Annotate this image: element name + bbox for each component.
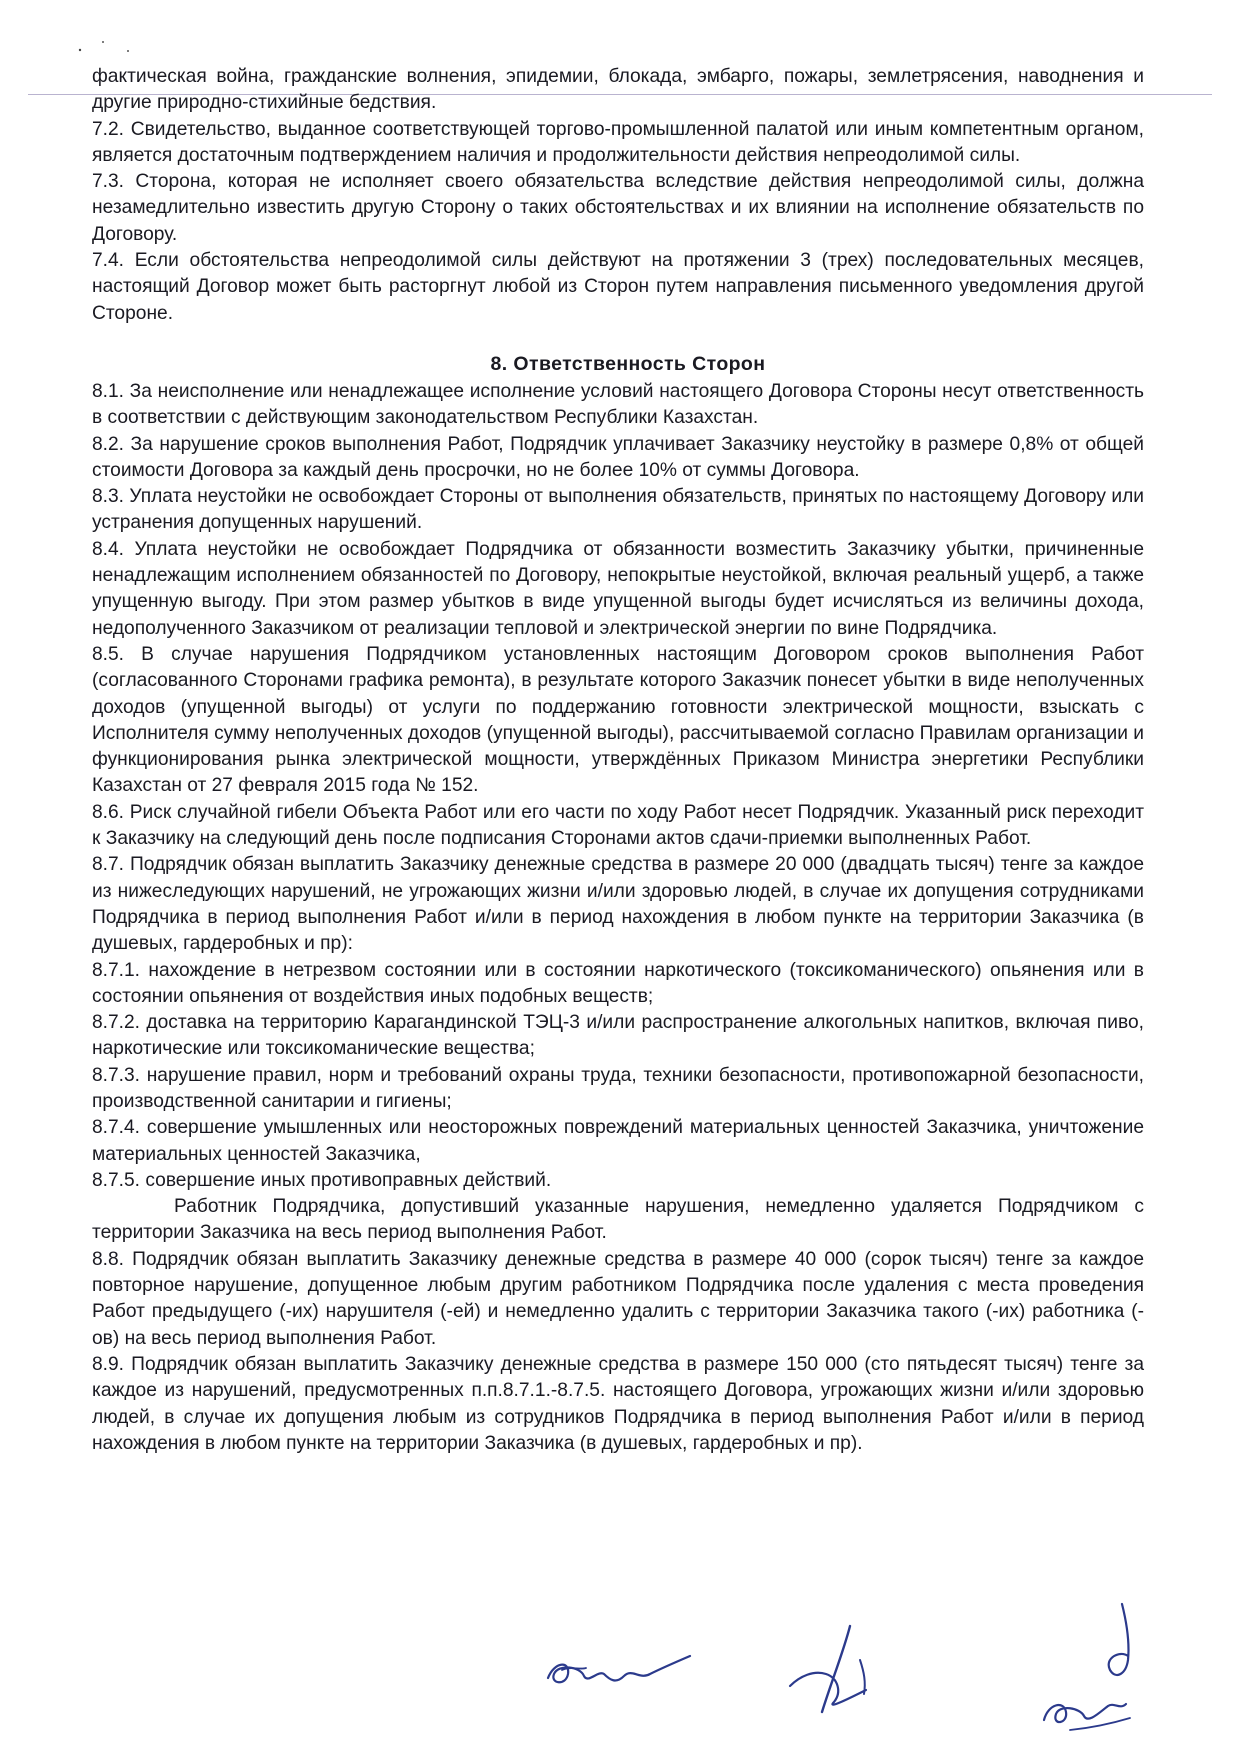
paragraph-7-2: 7.2. Свидетельство, выданное соответствующей торгово-промышленной палатой или иным компетентным органом, является достаточным подтверждением наличия и продолжительности действия непреодолимой силы. xyxy=(92,118,1144,166)
intro-block xyxy=(92,64,1144,327)
section-8-body xyxy=(92,379,1144,1457)
paragraph-8-2: 8.2. За нарушение сроков выполнения Работ, Подрядчик уплачивает Заказчику неустойку в размере 0,8% от общей стоимости Договора за каждый день просрочки, но не более 10% от суммы Договора. xyxy=(92,433,1144,481)
document-page xyxy=(92,64,1144,1457)
paragraph-8-6: 8.6. Риск случайной гибели Объекта Работ или его части по ходу Работ несет Подрядчик. Указанный риск переходит к Заказчику на следующий день после подписания Сторонами актов сдачи-приемки выполненных Работ. xyxy=(92,801,1144,850)
paragraph-worker-removal: Работник Подрядчика, допустивший указанные нарушения, немедленно удаляется Подрядчиком с территории Заказчика на весь период выполнения Работ. xyxy=(92,1196,1144,1244)
signature-center xyxy=(780,1620,900,1720)
paragraph-8-4: 8.4. Уплата неустойки не освобождает Подрядчика от обязанности возместить Заказчику убытки, причиненные ненадлежащим исполнением обязанностей по Договору, непокрытые неустойкой, включая реальный ущерб, а также упущенную выгоду. При этом размер убытков в виде упущенной выгоды будет исчисляться из величины дохода, недополученного Заказчиком от реализации тепловой и электрической энергии по вине Подрядчика. xyxy=(92,538,1144,639)
paragraph-8-8: 8.8. Подрядчик обязан выплатить Заказчику денежные средства в размере 40 000 (сорок тысяч) тенге за каждое повторное нарушение, допущенное любым другим работником Подрядчика после удаления с места проведения Работ предыдущего (-их) нарушителя (-ей) и немедленно удалить с территории Заказчика такого (-их) работника (-ов) на весь период выполнения Работ. xyxy=(92,1248,1144,1349)
paragraph-7-4: 7.4. Если обстоятельства непреодолимой силы действуют на протяжении 3 (трех) последовательных месяцев, настоящий Договор может быть расторгнут любой из Сторон путем направления письменного уведомления другой Стороне. xyxy=(92,250,1144,324)
paragraph-8-7-4: 8.7.4. совершение умышленных или неосторожных повреждений материальных ценностей Заказчика, уничтожение материальных ценностей Заказчика, xyxy=(92,1117,1144,1165)
paragraph-8-7-2: 8.7.2. доставка на территорию Карагандинской ТЭЦ-3 и/или распространение алкогольных напитков, включая пиво, наркотические или токсикоманические вещества; xyxy=(92,1012,1144,1060)
paragraph-8-7-5: 8.7.5. совершение иных противоправных действий. xyxy=(92,1169,552,1191)
signature-right xyxy=(1030,1600,1170,1740)
paragraph-8-7: 8.7. Подрядчик обязан выплатить Заказчику денежные средства в размере 20 000 (двадцать тысяч) тенге за каждое из нижеследующих нарушений, не угрожающих жизни и/или здоровью людей, в случае их допущения сотрудниками Подрядчика в период выполнения Работ и/или в период нахождения в любом пункте на территории Заказчика (в душевых, гардеробных и пр): xyxy=(92,854,1144,955)
signature-left xyxy=(540,1640,700,1700)
paragraph-8-9: 8.9. Подрядчик обязан выплатить Заказчику денежные средства в размере 150 000 (сто пятьдесят тысяч) тенге за каждое из нарушений, предусмотренных п.п.8.7.1.-8.7.5. настоящего Договора, угрожающих жизни и/или здоровью людей, в случае их допущения любым из сотрудников Подрядчика в период выполнения Работ и/или в период нахождения в любом пункте на территории Заказчика (в душевых, гардеробных и пр). xyxy=(92,1353,1144,1454)
paragraph-8-1: 8.1. За неисполнение или ненадлежащее исполнение условий настоящего Договора Стороны несут ответственность в соответствии с действующим законодательством Республики Казахстан. xyxy=(92,380,1144,429)
section-8-title: 8. Ответственность Сторон xyxy=(490,352,766,375)
scan-specks xyxy=(70,36,170,56)
signatures-row xyxy=(0,1600,1240,1750)
paragraph-8-7-1: 8.7.1. нахождение в нетрезвом состоянии или в состоянии наркотического (токсикоманического) опьянения или в состоянии опьянения от воздействия иных подобных веществ; xyxy=(92,959,1144,1007)
paragraph-8-3: 8.3. Уплата неустойки не освобождает Стороны от выполнения обязательств, принятых по настоящему Договору или устранения допущенных нарушений. xyxy=(92,486,1144,534)
paragraph-7-1-continuation: фактическая война, гражданские волнения, эпидемии, блокада, эмбарго, пожары, землетрясения, наводнения и другие природно-стихийные бедствия. xyxy=(92,66,1144,114)
paragraph-7-3: 7.3. Сторона, которая не исполняет своего обязательства вследствие действия непреодолимой силы, должна незамедлительно известить другую Сторону о таких обстоятельствах и их влиянии на исполнение обязательств по Договору. xyxy=(92,171,1144,245)
paragraph-8-5: 8.5. В случае нарушения Подрядчиком установленных настоящим Договором сроков выполнения Работ (согласованного Сторонами графика ремонта), в результате которого Заказчик понесет убытки в виде неполученных доходов (упущенной выгоды) от услуги по поддержанию готовности электрической мощности, взыскать с Исполнителя сумму неполученных доходов (упущенной выгоды), рассчитываемой согласно Правилам организации и функционирования рынка электрической мощности, утверждённых Приказом Министра энергетики Республики Казахстан от 27 февраля 2015 года № 152. xyxy=(92,643,1144,797)
paragraph-8-7-3: 8.7.3. нарушение правил, норм и требований охраны труда, техники безопасности, противопожарной безопасности, производственной санитарии и гигиены; xyxy=(92,1064,1144,1112)
